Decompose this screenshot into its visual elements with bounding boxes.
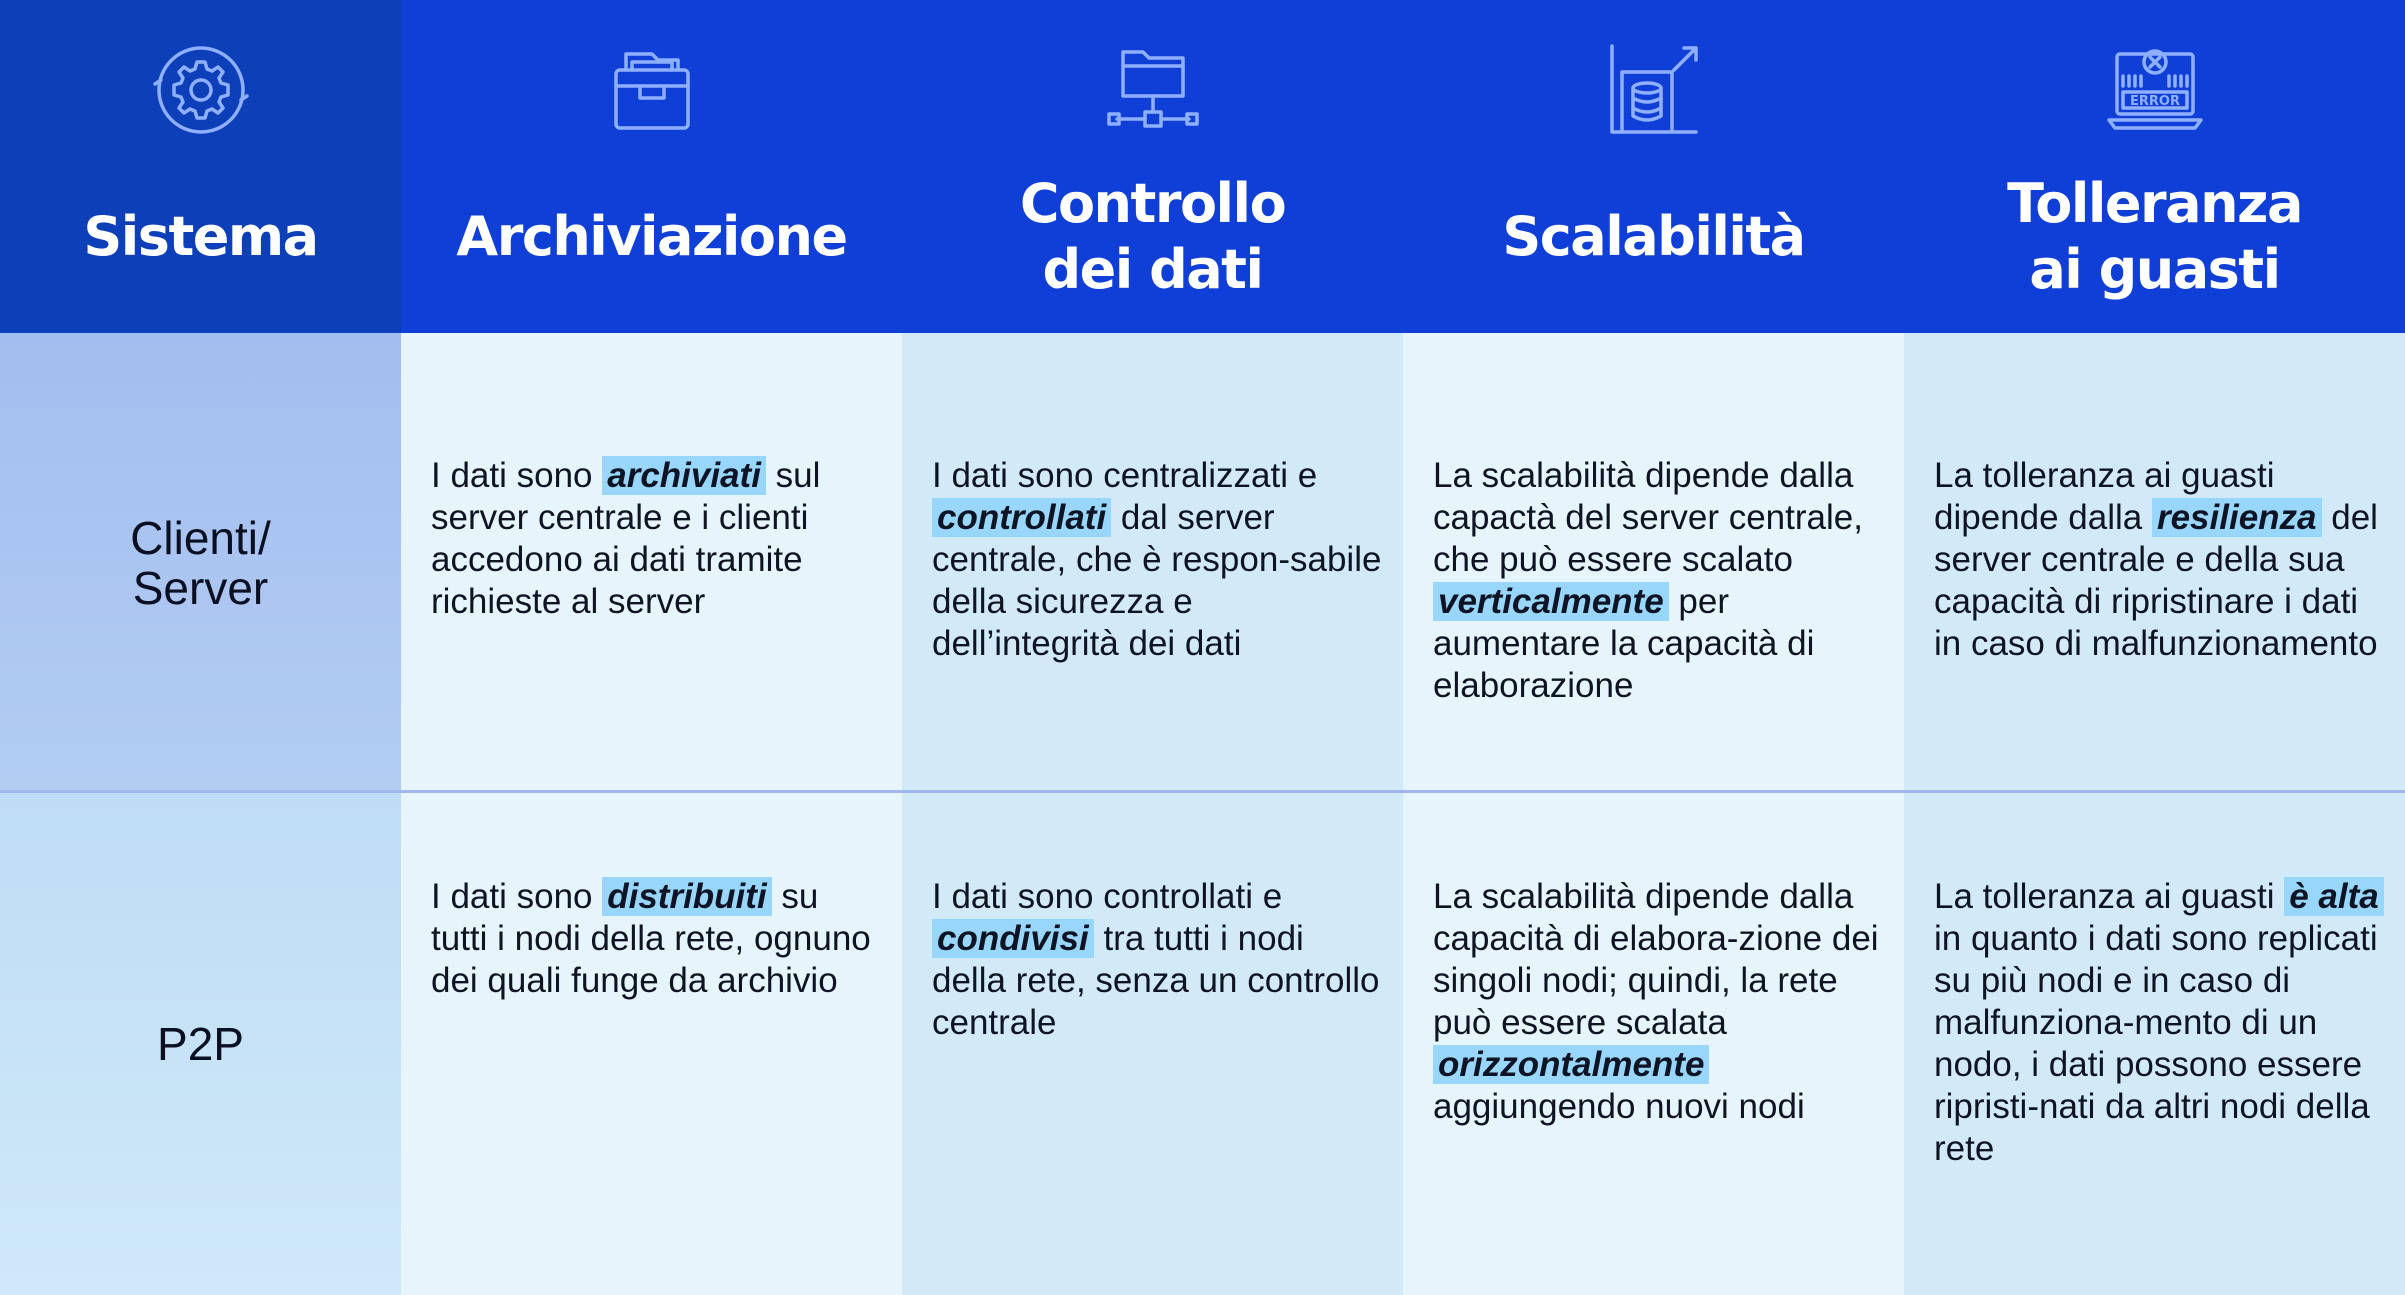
highlighted-keyword: archiviati: [602, 456, 766, 495]
cell-text: [932, 876, 1385, 1044]
folder-network-icon: [1103, 40, 1203, 140]
cell-text-segment: La tolleranza ai guasti: [1934, 877, 2285, 916]
highlighted-keyword: orizzontalmente: [1433, 1045, 1709, 1084]
cell-text-segment: dal server centrale, che è respon-sabile della sicurezza e dell’integrità dei dati: [932, 498, 1382, 663]
gear-icon: [151, 40, 251, 140]
cell-text: [1433, 876, 1886, 1128]
cell-text-segment: tra tutti i nodi della rete, senza un controllo centrale: [932, 919, 1380, 1042]
cell-text-segment: I dati sono: [431, 877, 603, 916]
cell-text: [1934, 455, 2387, 665]
highlighted-keyword: distribuiti: [602, 877, 771, 916]
cell-text-segment: su tutti i nodi della rete, ognuno dei quali funge da archivio: [431, 877, 871, 1000]
header-title: Tolleranza ai guasti: [2007, 172, 2302, 301]
header-sistema: [0, 0, 401, 333]
header-title: Archiviazione: [456, 205, 847, 268]
cell-p2p-controllo: [902, 792, 1403, 1295]
highlighted-keyword: è alta: [2284, 877, 2384, 916]
header-scalabilita: [1403, 0, 1904, 333]
cell-text: [431, 455, 884, 623]
header-tolleranza: [1904, 0, 2405, 333]
error-monitor-icon: [2105, 40, 2205, 140]
cell-text-segment: La scalabilità dipende dalla capactà del server centrale, che può essere scalato: [1433, 456, 1863, 579]
cell-p2p-archiviazione: [401, 792, 902, 1295]
row-label-p2p: P2P: [0, 792, 401, 1295]
row-divider: [0, 790, 2405, 793]
cell-text-segment: I dati sono controllati e: [932, 877, 1283, 916]
cell-text: [1934, 876, 2387, 1170]
cell-text: [431, 876, 884, 1002]
highlighted-keyword: controllati: [932, 498, 1111, 537]
cell-text: [932, 455, 1385, 665]
header-title: Scalabilità: [1502, 205, 1805, 268]
header-title: Controllo dei dati: [1019, 172, 1286, 301]
cell-text-segment: per aumentare la capacità di elaborazione: [1433, 582, 1815, 705]
cell-text-segment: La tolleranza ai guasti dipende dalla: [1934, 456, 2275, 537]
cell-text-segment: La scalabilità dipende dalla capacità di elabora-zione dei singoli nodi; quindi, la rete può essere scalata: [1433, 877, 1879, 1042]
cell-text-segment: I dati sono: [431, 456, 603, 495]
cell-text-segment: del server centrale e della sua capacità di ripristinare i dati in caso di malfunzionamento: [1934, 498, 2378, 663]
svg-text:ERROR: ERROR: [2129, 94, 2180, 109]
row-label-client-server: Clienti/ Server: [0, 333, 401, 792]
cell-client-server-archiviazione: [401, 333, 902, 792]
header-archiviazione: [401, 0, 902, 333]
cell-text-segment: I dati sono centralizzati e: [932, 456, 1318, 495]
highlighted-keyword: resilienza: [2152, 498, 2322, 537]
cell-client-server-tolleranza: [1904, 333, 2405, 792]
cell-client-server-scalabilita: [1403, 333, 1904, 792]
highlighted-keyword: verticalmente: [1433, 582, 1669, 621]
header-title: Sistema: [83, 205, 318, 268]
cell-text-segment: in quanto i dati sono replicati su più nodi e in caso di malfunziona-mento di un nodo, i dati possono essere ripristi-nati da altri nodi della rete: [1934, 919, 2378, 1168]
header-controllo-dati: [902, 0, 1403, 333]
highlighted-keyword: condivisi: [932, 919, 1094, 958]
cell-client-server-controllo: [902, 333, 1403, 792]
cell-p2p-scalabilita: [1403, 792, 1904, 1295]
database-growth-icon: [1604, 40, 1704, 140]
cell-p2p-tolleranza: [1904, 792, 2405, 1295]
cell-text: [1433, 455, 1886, 707]
cell-text-segment: aggiungendo nuovi nodi: [1433, 1087, 1805, 1126]
archive-box-icon: [602, 40, 702, 140]
cell-text-segment: sul server centrale e i clienti accedono ai dati tramite richieste al server: [431, 456, 821, 621]
